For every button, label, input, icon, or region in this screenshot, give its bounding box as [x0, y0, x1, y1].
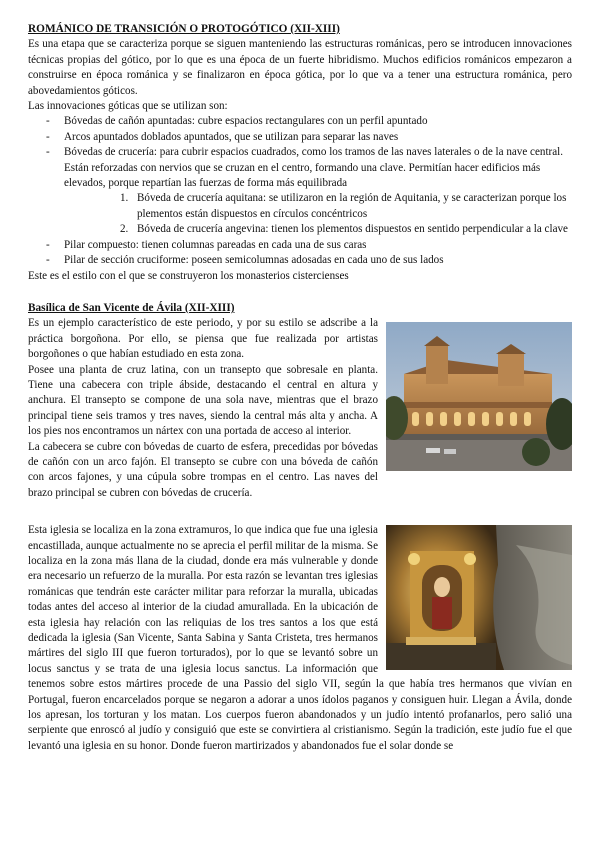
list-item: - Arcos apuntados doblados apuntados, que se utilizan para separar las naves	[28, 130, 572, 145]
paragraph: Esta iglesia se localiza en la zona extramuros, lo que indica que fue una iglesia encastillada, aunque actualmente no se aprecia el perfil militar de la misma. Se localiza en la zona más llana de la ciudad, donde era más vulnerable y donde era necesario un refuerzo de la muralla. Por esta razón se levantan tres iglesias románicas que tendrán este carácter militar para reforzar la muralla, ubicadas todas antes del acceso al interior de la ciudad amurallada. En la ubicación de esta iglesia hay relación con las reliquias de los tres santos a los que está dedicada la iglesia (San Vicente, Santa Sabina y Santa Cristeta, tres hermanos mártires del siglo III que fueron torturados), por lo que se levantó sobre un locus sanctus y se trata de una iglesia locus sanctus. La información que tenemos sobre estos mártires procede de una Passio del siglo VII, según la que había tres hermanos que vivían en Portugal, fueron encarcelados porque se negaron a adorar a unos ídolos paganos y consiguen huir. Llegan a Ávila, donde los apresan, los torturan y los matan. Los cuerpos fueron abandonados y un judío intentó profanarlos, pero salió una serpiente que enroscó al judío y consiguió que este se convirtiera al cristianismo. Según la tradición, este judío fue el que levantó una iglesia en su honor. Donde fueron martirizados y abandonados fue el solar donde se	[28, 524, 572, 752]
sub-item-text: Bóveda de crucería aquitana: se utilizaron en la región de Aquitania, y se caracterizan porque los plementos están dispuestos en círculos concéntricos	[137, 192, 567, 220]
list-item-text: Bóvedas de crucería: para cubrir espacios cuadrados, como los tramos de las naves laterales o de la nave central. Están reforzadas con nervios que se cruzan en el centro, formando una clave. Permitían hacer edificios más elevados, porque repartían las fuerzas de forma más equilibrada	[64, 146, 564, 190]
crypt-interior-photo	[386, 525, 572, 670]
innovations-lead: Las innovaciones góticas que se utilizan son:	[28, 100, 228, 113]
intro-paragraph: Es una etapa que se caracteriza porque se siguen manteniendo las estructuras románicas, pero se introducen innovaciones técnicas propias del gótico, por lo que es una época de un fuerte hibridismo. Muchos edificios románicos empezaron a construirse en época románica y se finalizaron en época gótica, por lo que va a tener una estructura románica, pero abovedamientos góticos.	[28, 38, 572, 97]
section-title: ROMÁNICO DE TRANSICIÓN O PROTOGÓTICO (XII-XIII)	[28, 23, 340, 35]
sub-item-number: 1.	[120, 192, 129, 205]
paragraph: Posee una planta de cruz latina, con un transepto que sobresale en planta. Tiene una cabecera con triple ábside, destacando el central en altura y anchura. El transepto se compone de una sola nave, mientras que el brazo principal tiene seis tramos y tres naves, siendo la central más alta y ancha. A los pies nos encontramos un nártex con una portada de acceso al interior.	[28, 363, 378, 438]
innovations-list	[28, 114, 572, 268]
sub-list-item	[64, 222, 572, 237]
paragraph: La cabecera se cubre con bóvedas de cuarto de esfera, precedidas por bóvedas de cañón con un arco fajón. El transepto se cubre con una bóveda de cañón con arcos fajones, y una cúpula sobre trompas en el centro. Las naves del brazo principal se cubren con bóvedas de crucería.	[28, 440, 378, 499]
basilica-exterior-photo	[386, 322, 572, 471]
sub-item-number: 2.	[120, 223, 129, 236]
list-item: - Bóvedas de cañón apuntadas: cubre espacios rectangulares con un perfil apuntado	[28, 114, 572, 129]
section-title: Basílica de San Vicente de Ávila (XII-XIII)	[28, 301, 235, 314]
list-item: - Pilar compuesto: tienen columnas pareadas en cada una de sus caras	[28, 238, 572, 253]
closing-paragraph: Este es el estilo con el que se construyeron los monasterios cistercienses	[28, 269, 349, 282]
list-item: - Pilar de sección cruciforme: poseen semicolumnas adosadas en cada uno de sus lados	[28, 253, 572, 268]
sub-item-text: Bóveda de crucería angevina: tienen los plementos dispuestos en sentido perpendicular a la clave	[137, 223, 568, 236]
paragraph: Es un ejemplo característico de este periodo, y por su estilo se adscribe a la práctica borgoñona. Por ello, se piensa que fue realizada por artistas borgoñones o que habían estudiado en esta zona.	[28, 317, 378, 361]
sub-list	[64, 191, 572, 237]
sub-list-item	[64, 191, 572, 222]
document-page	[28, 22, 572, 754]
list-item	[28, 145, 572, 237]
